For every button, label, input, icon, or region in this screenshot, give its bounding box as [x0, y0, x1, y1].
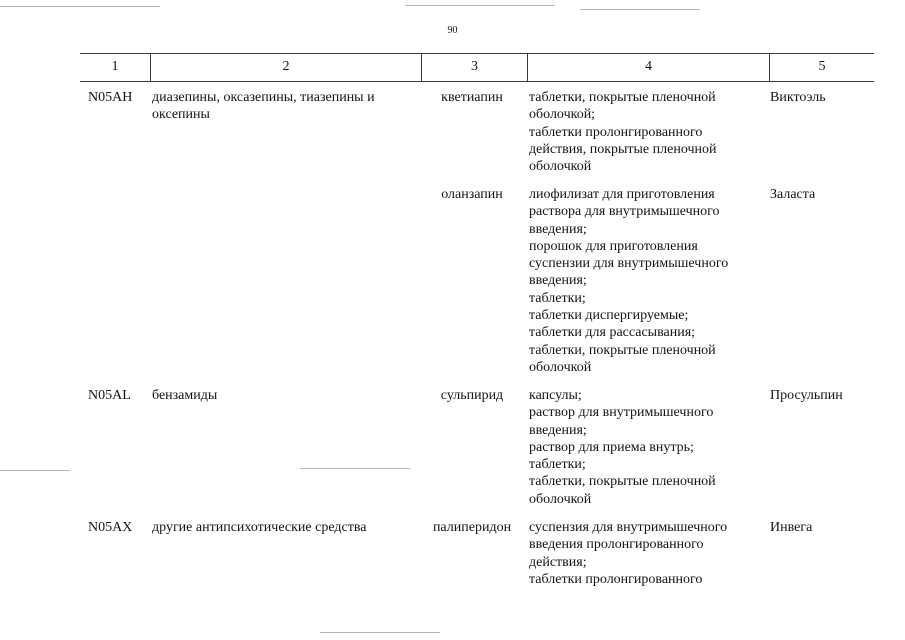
- brand-name: Просульпин: [770, 388, 843, 403]
- page-number: 90: [447, 25, 458, 36]
- atc-code: N05AH: [88, 90, 133, 105]
- brand-name: Виктоэль: [770, 90, 826, 105]
- atc-code: N05AX: [88, 520, 133, 535]
- inn-name: кветиапин: [441, 90, 503, 105]
- dosage-forms: капсулы; раствор для внутримышечного введения; раствор для приема внутрь; таблетки; таблетки, покрытые пленочной оболочкой: [529, 388, 716, 507]
- pharmacological-group: диазепины, оксазепины, тиазепины и оксепины: [152, 90, 375, 123]
- header-bottom-rule: [80, 81, 874, 82]
- column-header-3: 3: [471, 59, 478, 74]
- header-top-rule: [80, 53, 874, 54]
- column-header-5: 5: [818, 59, 826, 74]
- column-header-4: 4: [645, 59, 652, 74]
- inn-name: палиперидон: [432, 520, 512, 535]
- brand-name: Заласта: [770, 187, 816, 202]
- pharmacological-group: бензамиды: [152, 388, 218, 403]
- column-header-2: 2: [282, 59, 290, 74]
- inn-name: оланзапин: [441, 187, 503, 202]
- dosage-forms: лиофилизат для приготовления раствора для внутримышечного введения; порошок для приготовления суспензии для внутримышечного введения; таблетки; таблетки диспергируемые; таблетки для рассасывания; таблетки, покрытые пленочной оболочкой: [529, 187, 729, 375]
- brand-name: Инвега: [770, 520, 813, 535]
- atc-code: N05AL: [88, 388, 131, 403]
- pharmacological-group: другие антипсихотические средства: [152, 520, 367, 535]
- column-header-1: 1: [111, 59, 119, 74]
- dosage-forms: суспензия для внутримышечного введения пролонгированного действия; таблетки пролонгированного: [529, 520, 728, 587]
- inn-name: сульпирид: [440, 388, 504, 403]
- dosage-forms: таблетки, покрытые пленочной оболочкой; таблетки пролонгированного действия, покрытые пленочной оболочкой: [529, 90, 717, 175]
